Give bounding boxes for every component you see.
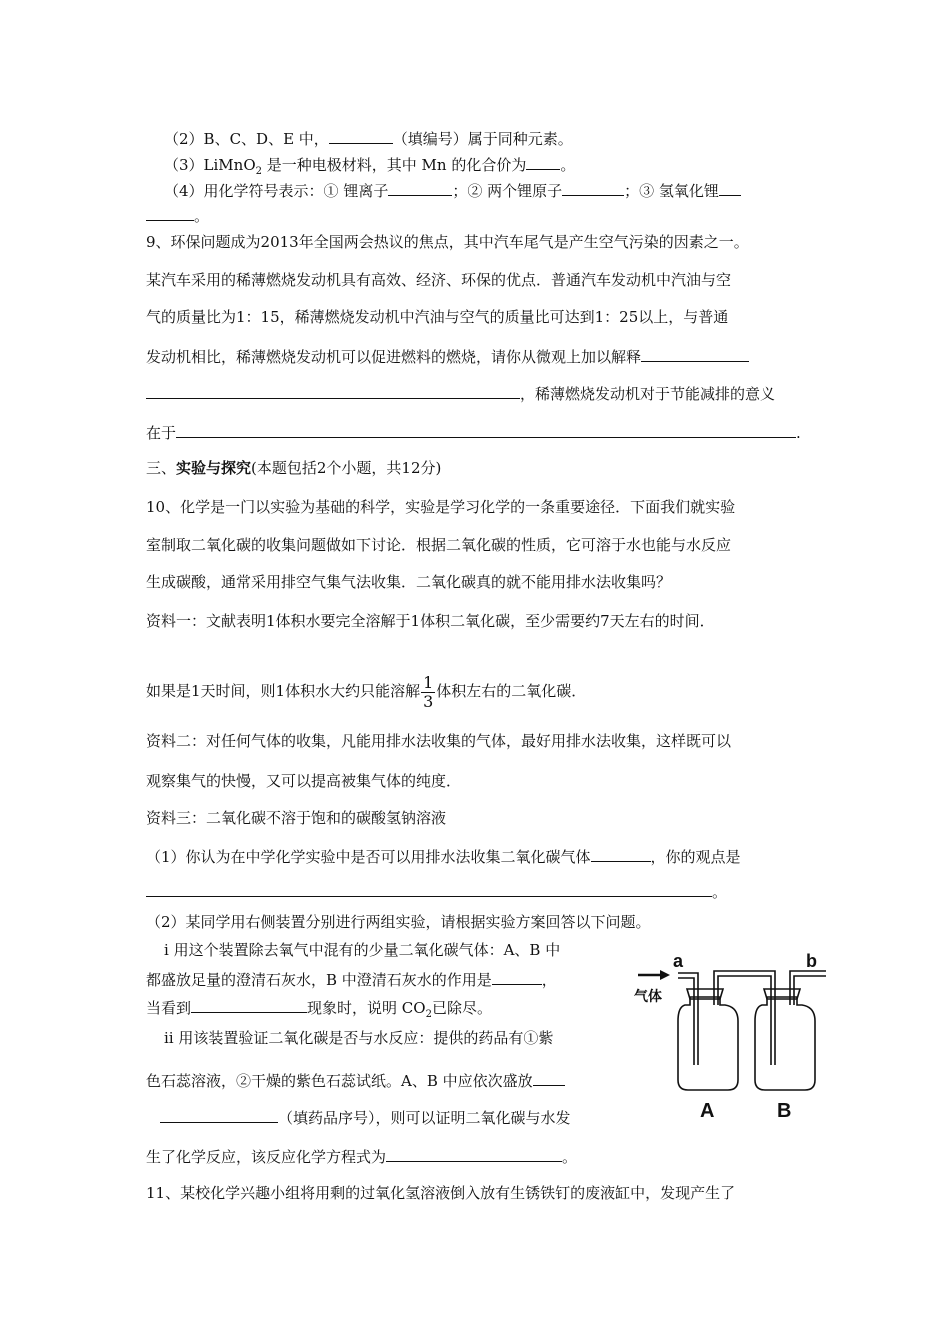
exp-i-line3-c: 已除尽。	[431, 999, 492, 1017]
label-a: a	[673, 951, 684, 971]
q8-part4-b: ；② 两个锂原子	[452, 182, 563, 200]
answer-blank[interactable]	[386, 1145, 562, 1162]
q9-line2: 某汽车采用的稀薄燃烧发动机具有高效、经济、环保的优点．普通汽车发动机中汽油与空	[146, 271, 732, 289]
q8-part4-a: （4）用化学符号表示：① 锂离子	[164, 182, 389, 200]
exp-i-line3-a: 当看到	[146, 999, 192, 1017]
gas-arrow-icon	[638, 970, 670, 980]
answer-blank[interactable]	[641, 345, 749, 362]
q9-line6-text: 在于	[146, 424, 177, 442]
q10-line3: 生成碳酸，通常采用排空气集气法收集．二氧化碳真的就不能用排水法收集吗？	[146, 573, 672, 591]
answer-blank[interactable]	[533, 1069, 565, 1086]
section3-heading	[146, 458, 441, 478]
material1: 资料一：文献表明1体积水要完全溶解于1体积二氧化碳，至少需要约7天左右的时间．	[146, 612, 715, 630]
q9-line5-text: ，稀薄燃烧发动机对于节能减排的意义	[520, 385, 776, 403]
q9-line6	[146, 421, 801, 443]
fraction-denominator: 3	[423, 691, 434, 711]
bottle-b	[755, 997, 815, 1090]
q8-part4-cont	[146, 204, 209, 226]
q9-line4-text: 发动机相比，稀薄燃烧发动机可以促进燃料的燃烧，请你从微观上加以解释	[146, 348, 642, 366]
q11-line1: 11、某校化学兴趣小组将用剩的过氧化氢溶液倒入放有生锈铁钉的废液缸中，发现产生了	[146, 1184, 736, 1202]
answer-blank[interactable]	[146, 880, 712, 897]
answer-blank[interactable]	[526, 153, 560, 170]
answer-blank[interactable]	[146, 382, 520, 399]
exp-ii-line1: ⅱ 用该装置验证二氧化碳是否与水反应：提供的药品有①紫	[164, 1029, 554, 1047]
material2: 资料二：对任何气体的收集，凡能用排水法收集的气体，最好用排水法收集，这样既可以	[146, 732, 732, 750]
answer-blank[interactable]	[719, 179, 741, 196]
exp-ii-line4-text: 生了化学反应，该反应化学方程式为	[146, 1148, 387, 1166]
label-bottle-b: B	[777, 1100, 792, 1122]
exp-ii-line3	[160, 1106, 571, 1128]
exp-ii-line2	[146, 1069, 565, 1091]
q8-part4-c: ；③ 氢氧化锂	[624, 182, 719, 200]
exp-ii-line2-text: 色石蕊溶液，②干燥的紫色石蕊试纸。A、B 中应依次盛放	[146, 1072, 533, 1090]
subscript: 2	[425, 1009, 432, 1020]
q8-part4-end: 。	[194, 207, 210, 225]
connecting-tube	[714, 971, 775, 1065]
answer-blank[interactable]	[176, 421, 796, 438]
answer-blank[interactable]	[160, 1106, 278, 1123]
answer-blank[interactable]	[329, 127, 393, 144]
material1-cont	[146, 672, 586, 711]
q8-part3-a: （3）LiMnO	[164, 156, 256, 174]
label-b: b	[806, 951, 817, 971]
answer-blank[interactable]	[562, 179, 624, 196]
q8-part2-after: （填编号）属于同种元素。	[392, 130, 573, 148]
q10-part1-end: 。	[712, 883, 728, 901]
material2-cont: 观察集气的快慢，又可以提高被集气体的纯度．	[146, 772, 462, 790]
answer-blank[interactable]	[191, 996, 307, 1013]
q9-line4	[146, 345, 749, 367]
q8-part3-b: 是一种电极材料，其中 Mn 的化合价为	[262, 156, 527, 174]
section3-number: 三、	[146, 459, 177, 477]
fraction-one-third	[421, 674, 435, 711]
subscript: 2	[255, 166, 262, 177]
exp-i-line2-a: 都盛放足量的澄清石灰水，B 中澄清石灰水的作用是	[146, 971, 492, 989]
q8-part3	[164, 153, 575, 182]
q8-part2-text: （2）B、C、D、E 中，	[164, 130, 329, 148]
exp-ii-line3-text: （填药品序号），则可以证明二氧化碳与水发	[278, 1109, 571, 1127]
inlet-tube-a	[678, 973, 698, 1065]
q8-part2	[164, 127, 573, 149]
exp-i-line1: ⅰ 用这个装置除去氧气中混有的少量二氧化碳气体：A、B 中	[164, 941, 561, 959]
q9-line5	[146, 382, 775, 404]
answer-blank[interactable]	[492, 968, 542, 985]
q10-line1: 10、化学是一门以实验为基础的科学，实验是学习化学的一条重要途径．下面我们就实验	[146, 498, 736, 516]
q10-part1-cont	[146, 880, 727, 902]
q10-line2: 室制取二氧化碳的收集问题做如下讨论．根据二氧化碳的性质，它可溶于水也能与水反应	[146, 536, 732, 554]
q9-line3: 气的质量比为1：15，稀薄燃烧发动机中汽油与空气的质量比可达到1：25以上，与普通	[146, 308, 729, 326]
material1-cont-a: 如果是1天时间，则1体积水大约只能溶解	[146, 682, 421, 700]
q8-part4	[164, 179, 741, 201]
label-bottle-a: A	[700, 1100, 715, 1122]
answer-blank[interactable]	[146, 204, 194, 221]
exp-i-line2	[146, 968, 557, 990]
fraction-numerator: 1	[423, 672, 434, 692]
q10-part1-b: ，你的观点是	[650, 848, 741, 866]
gas-washing-apparatus-figure	[630, 945, 830, 1125]
bottle-a	[678, 997, 738, 1090]
exp-i-line3	[146, 996, 492, 1025]
exp-ii-line4-end: 。	[562, 1148, 578, 1166]
q9-line1: 9、环保问题成为2013年全国两会热议的焦点，其中汽车尾气是产生空气污染的因素之一。	[146, 233, 749, 251]
q9-line6-end: .	[796, 424, 801, 442]
answer-blank[interactable]	[591, 845, 651, 862]
exp-i-line3-b: 现象时，说明 CO	[307, 999, 426, 1017]
section3-note: (本题包括2个小题，共12分)	[251, 459, 442, 477]
material1-cont-b: 体积左右的二氧化碳．	[436, 682, 587, 700]
section3-title: 实验与探究	[176, 459, 252, 477]
q10-part2: （2）某同学用右侧装置分别进行两组实验，请根据实验方案回答以下问题。	[146, 913, 651, 931]
exp-i-line2-b: ，	[541, 971, 557, 989]
material3: 资料三：二氧化碳不溶于饱和的碳酸氢钠溶液	[146, 809, 447, 827]
answer-blank[interactable]	[388, 179, 452, 196]
q8-part3-c: 。	[560, 156, 576, 174]
exp-ii-line4	[146, 1145, 577, 1167]
q10-part1	[146, 845, 741, 867]
outlet-tube-b	[790, 971, 826, 1005]
label-gas: 气体	[634, 989, 662, 1005]
q10-part1-a: （1）你认为在中学化学实验中是否可以用排水法收集二氧化碳气体	[146, 848, 591, 866]
